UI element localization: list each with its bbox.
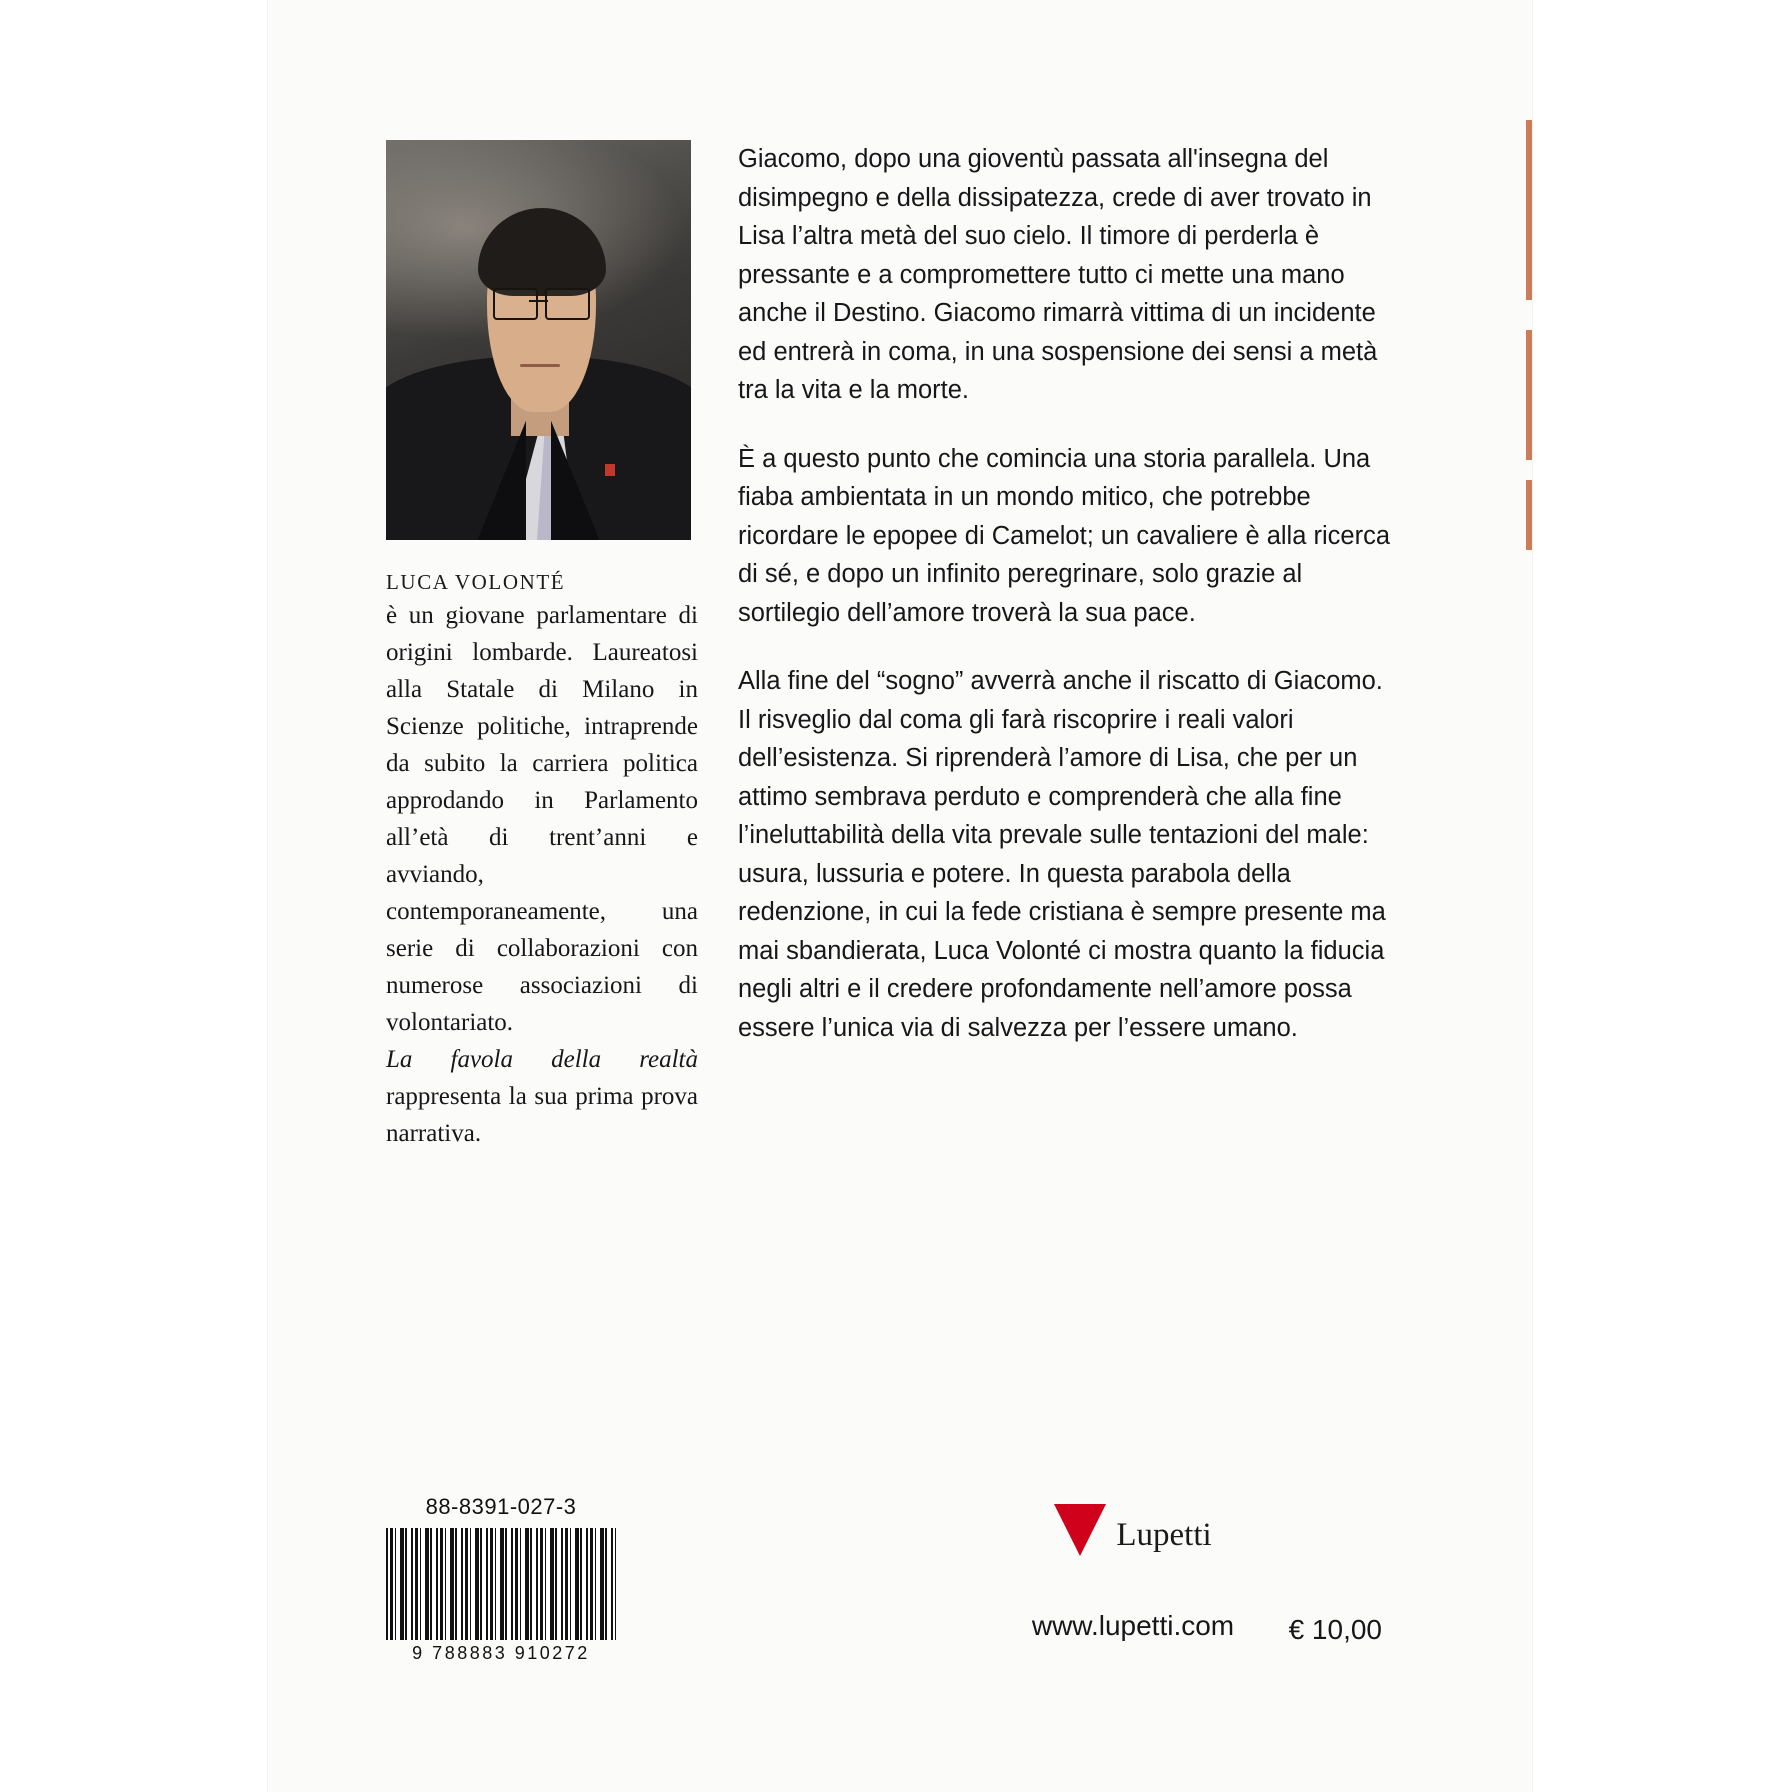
portrait-glasses-bridge bbox=[529, 300, 547, 302]
author-block bbox=[386, 140, 698, 1152]
author-bio-part-2: rappresenta la sua prima prova narrativa. bbox=[386, 1083, 698, 1147]
barcode-image bbox=[386, 1528, 616, 1640]
publisher-website: www.lupetti.com bbox=[1031, 1610, 1235, 1641]
blurb-paragraph-1: Giacomo, dopo una gioventù passata all'insegna del disimpegno e della dissipatezza, crede di aver trovato in Lisa l’altra metà del suo cielo. Il timore di perderla è pressante e a compromettere tutto ci mette una mano anche il Destino. Giacomo rimarrà vittima di un incidente ed entrerà in coma, in una sospensione dei sensi a metà tra la vita e la morte. bbox=[738, 145, 1378, 404]
publisher-block bbox=[968, 1504, 1298, 1642]
portrait-lapel-pin bbox=[605, 464, 615, 476]
edge-mark-1 bbox=[1526, 120, 1532, 300]
edge-mark-3 bbox=[1526, 480, 1532, 550]
barcode-digits: 9 788883 910272 bbox=[412, 1643, 590, 1663]
price-label: € 10,00 bbox=[1288, 1614, 1382, 1645]
blurb-text bbox=[738, 140, 1398, 1047]
blurb-paragraph-2: È a questo punto che comincia una storia parallela. Una fiaba ambientata in un mondo mitico, che potrebbe ricordare le epopee di Camelot; un cavaliere è alla ricerca di sé, e dopo un infinito peregrinare, solo grazie al sortilegio dell’amore troverà la sua pace. bbox=[738, 444, 1391, 627]
portrait-mouth bbox=[520, 364, 560, 367]
blurb-paragraph-3: Alla fine del “sogno” avverrà anche il riscatto di Giacomo. Il risveglio dal coma gli farà riscoprire i reali valori dell’esistenza. Si riprenderà l’amore di Lisa, che per un attimo sembrava perduto e comprenderà che alla fine l’ineluttabilità della vita prevale sulle tentazioni del male: usura, lussuria e potere. In questa parabola della redenzione, in cui la fede cristiana è sempre presente ma mai sbandierata, Luca Volonté ci mostra quanto la fiducia negli altri e il credere profondamente nell’amore possa essere l’unica via di salvezza per l’essere umano. bbox=[738, 667, 1386, 1042]
triangle-logo-icon bbox=[1054, 1504, 1106, 1556]
publisher-logo bbox=[968, 1504, 1298, 1556]
portrait-glasses bbox=[493, 288, 591, 316]
author-work-title: La favola della realtà bbox=[386, 1046, 698, 1073]
publisher-name: Lupetti bbox=[1116, 1517, 1212, 1553]
author-bio bbox=[386, 597, 698, 1152]
book-back-cover bbox=[268, 0, 1532, 1792]
edge-mark-2 bbox=[1526, 330, 1532, 460]
author-name: LUCA VOLONTÉ bbox=[386, 570, 566, 594]
isbn-block bbox=[386, 1494, 616, 1664]
isbn-number: 88-8391-027-3 bbox=[425, 1494, 577, 1519]
author-portrait-photo bbox=[386, 140, 691, 540]
author-bio-part-1: è un giovane parlamentare di origini lombarde. Laureatosi alla Statale di Milano in Scienze politiche, intraprende da subito la carriera politica approdando in Parlamento all’età di trent’anni e avviando, contemporaneamente, una serie di collaborazioni con numerose associazioni di volontariato. bbox=[386, 602, 698, 1036]
